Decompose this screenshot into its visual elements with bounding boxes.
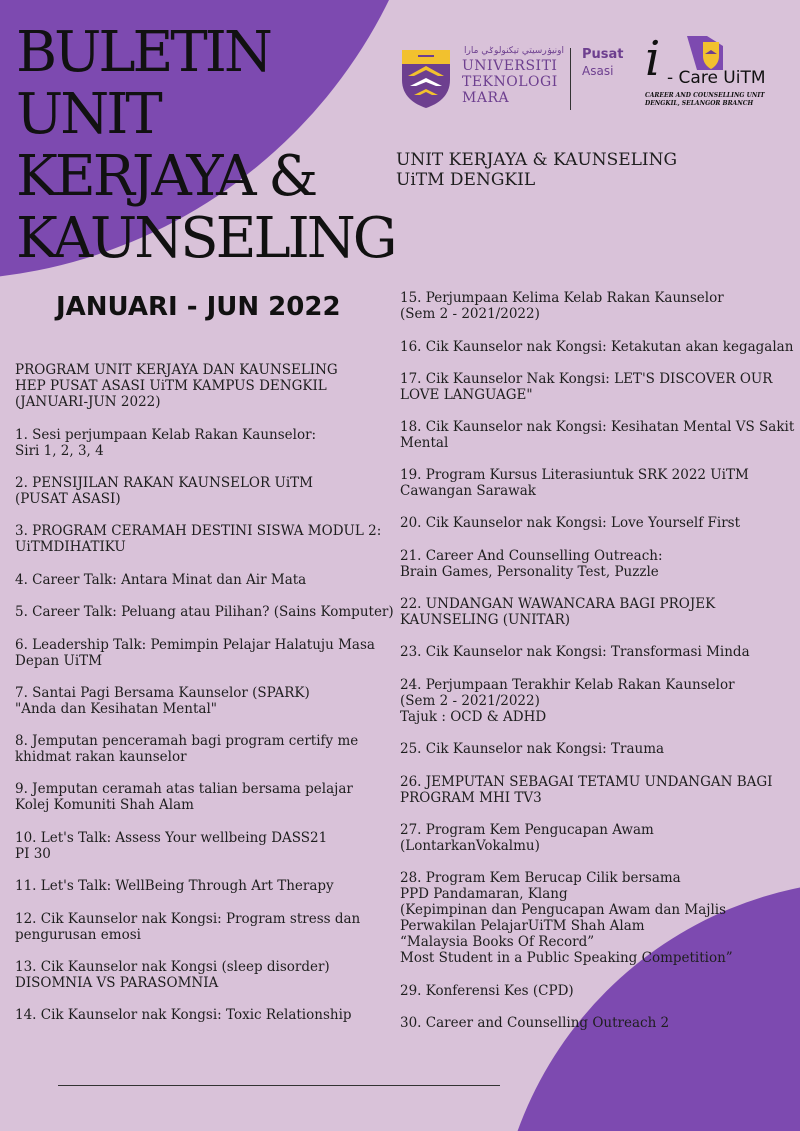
intro-line: HEP PUSAT ASASI UiTM KAMPUS DENGKIL [15, 378, 327, 394]
item-line: 15. Perjumpaan Kelima Kelab Rakan Kaunselor [400, 290, 724, 306]
item-line: pengurusan emosi [15, 927, 141, 943]
item-line: 13. Cik Kaunselor nak Kongsi (sleep disorder) [15, 959, 330, 975]
item-line: Tajuk : OCD & ADHD [400, 709, 547, 725]
title-line: UNIT [16, 82, 160, 147]
item-line: (Sem 2 - 2021/2022) [400, 693, 540, 709]
program-item [400, 339, 795, 355]
item-line: 9. Jemputan ceramah atas talian bersama pelajar [15, 781, 353, 797]
item-line: PI 30 [15, 846, 51, 862]
item-line: Depan UiTM [15, 653, 103, 669]
item-line: 28. Program Kem Berucap Cilik bersama [400, 870, 681, 886]
item-line: 22. UNDANGAN WAWANCARA BAGI PROJEK [400, 596, 716, 612]
uitm-name-line: TEKNOLOGI [462, 74, 558, 90]
item-line: 8. Jemputan penceramah bagi program certify me [15, 733, 359, 749]
program-item [400, 290, 795, 322]
item-line: PROGRAM MHI TV3 [400, 790, 542, 806]
period-heading: JANUARI - JUN 2022 [56, 292, 341, 322]
item-line: 5. Career Talk: Peluang atau Pilihan? (Sains Komputer) [15, 604, 394, 620]
item-line: 18. Cik Kaunselor nak Kongsi: Kesihatan Mental VS Sakit [400, 419, 795, 435]
item-line: 4. Career Talk: Antara Minat dan Air Mata [15, 572, 307, 588]
program-item [400, 741, 795, 757]
item-line: 11. Let's Talk: WellBeing Through Art Therapy [15, 878, 334, 894]
program-item [400, 419, 795, 451]
icare-letter: i [645, 31, 661, 87]
item-line: UiTMDIHATIKU [15, 539, 126, 555]
item-line: 26. JEMPUTAN SEBAGAI TETAMU UNDANGAN BAGI [400, 774, 773, 790]
item-line: 17. Cik Kaunselor Nak Kongsi: LET'S DISCOVER OUR [400, 371, 773, 387]
item-line: 2. PENSIJILAN RAKAN KAUNSELOR UiTM [15, 475, 313, 491]
icare-subtitle [645, 92, 765, 108]
item-line: (LontarkanVokalmu) [400, 838, 540, 854]
item-line: "Anda dan Kesihatan Mental" [15, 701, 217, 717]
program-item [400, 1015, 795, 1031]
program-intro [15, 362, 385, 410]
item-line: 14. Cik Kaunselor nak Kongsi: Toxic Relationship [15, 1007, 352, 1023]
item-line: khidmat rakan kaunselor [15, 749, 187, 765]
item-line: 30. Career and Counselling Outreach 2 [400, 1015, 670, 1031]
intro-line: (JANUARI-JUN 2022) [15, 394, 161, 410]
item-line: Cawangan Sarawak [400, 483, 536, 499]
pusat-text: Pusat [582, 47, 624, 62]
item-line: (Kepimpinan dan Pengucapan Awam dan Majlis [400, 902, 727, 918]
program-item [15, 427, 410, 459]
title-line: BULETIN [16, 20, 270, 85]
item-line: 24. Perjumpaan Terakhir Kelab Rakan Kaunselor [400, 677, 735, 693]
item-line: “Malaysia Books Of Record” [400, 934, 595, 950]
item-line: 25. Cik Kaunselor nak Kongsi: Trauma [400, 741, 665, 757]
item-line: Mental [400, 435, 449, 451]
item-line: Most Student in a Public Speaking Competition” [400, 950, 733, 966]
program-item [400, 548, 795, 580]
program-item [400, 596, 795, 628]
program-item [400, 822, 795, 854]
item-line: 29. Konferensi Kes (CPD) [400, 983, 574, 999]
item-line: 19. Program Kursus Literasiuntuk SRK 2022 UiTM [400, 467, 749, 483]
item-line: Siri 1, 2, 3, 4 [15, 443, 104, 459]
item-line: 1. Sesi perjumpaan Kelab Rakan Kaunselor: [15, 427, 317, 443]
intro-line: PROGRAM UNIT KERJAYA DAN KAUNSELING [15, 362, 338, 378]
asasi-text: Asasi [582, 64, 614, 78]
program-item [400, 515, 795, 531]
program-item [400, 983, 795, 999]
footer-rule [58, 1085, 500, 1086]
logo-divider [570, 48, 571, 110]
program-item [400, 467, 795, 499]
program-item [15, 1007, 410, 1023]
title-line: KERJAYA & [16, 144, 316, 209]
item-line: Brain Games, Personality Test, Puzzle [400, 564, 659, 580]
program-item [15, 685, 410, 717]
program-item [15, 637, 410, 669]
program-item [15, 878, 410, 894]
item-line: DISOMNIA VS PARASOMNIA [15, 975, 219, 991]
program-item [15, 830, 410, 862]
item-line: 10. Let's Talk: Assess Your wellbeing DASS21 [15, 830, 328, 846]
item-line: 20. Cik Kaunselor nak Kongsi: Love Yourself First [400, 515, 741, 531]
icare-logo [645, 31, 795, 114]
item-line: 3. PROGRAM CERAMAH DESTINI SISWA MODUL 2: [15, 523, 382, 539]
title-line: KAUNSELING [16, 206, 395, 271]
item-line: 7. Santai Pagi Bersama Kaunselor (SPARK) [15, 685, 310, 701]
item-line: KAUNSELING (UNITAR) [400, 612, 571, 628]
unit-heading-line: UiTM DENGKIL [396, 170, 536, 190]
bulletin-title [16, 22, 395, 270]
item-line: (PUSAT ASASI) [15, 491, 121, 507]
program-item [400, 677, 795, 725]
program-item [15, 959, 410, 991]
program-item [400, 774, 795, 806]
uitm-logo [398, 46, 628, 116]
uitm-name-line: MARA [462, 90, 510, 106]
program-item [400, 371, 795, 403]
item-line: 21. Career And Counselling Outreach: [400, 548, 663, 564]
item-line: (Sem 2 - 2021/2022) [400, 306, 540, 322]
item-line: 16. Cik Kaunselor nak Kongsi: Ketakutan akan kegagalan [400, 339, 794, 355]
item-line: Perwakilan PelajarUiTM Shah Alam [400, 918, 645, 934]
item-line: 6. Leadership Talk: Pemimpin Pelajar Halatuju Masa [15, 637, 375, 653]
program-item [15, 604, 410, 620]
unit-heading [396, 150, 677, 190]
uitm-name [462, 58, 558, 106]
uitm-name-line: UNIVERSITI [462, 58, 558, 74]
program-item [15, 911, 410, 943]
item-line: PPD Pandamaran, Klang [400, 886, 568, 902]
program-item [15, 523, 410, 555]
uitm-crest-icon [398, 46, 454, 110]
program-item [15, 572, 410, 588]
item-line: LOVE LANGUAGE" [400, 387, 533, 403]
pusat-asasi-label [582, 46, 624, 80]
uitm-jawi-text: اونيۏرسيتي تيكنولوݢي مارا [464, 46, 565, 56]
program-item [15, 733, 410, 765]
program-item [400, 644, 795, 660]
icare-subtitle-line: CAREER AND COUNSELLING UNIT [645, 92, 765, 99]
icare-subtitle-line: DENGKIL, SELANGOR BRANCH [645, 100, 754, 107]
item-line: 27. Program Kem Pengucapan Awam [400, 822, 654, 838]
program-item [15, 475, 410, 507]
unit-heading-line: UNIT KERJAYA & KAUNSELING [396, 150, 678, 170]
icare-name: - Care UiTM [667, 68, 766, 88]
item-line: 23. Cik Kaunselor nak Kongsi: Transformasi Minda [400, 644, 750, 660]
item-line: 12. Cik Kaunselor nak Kongsi: Program stress dan [15, 911, 361, 927]
program-item [400, 870, 795, 966]
program-item [15, 781, 410, 813]
item-line: Kolej Komuniti Shah Alam [15, 797, 194, 813]
